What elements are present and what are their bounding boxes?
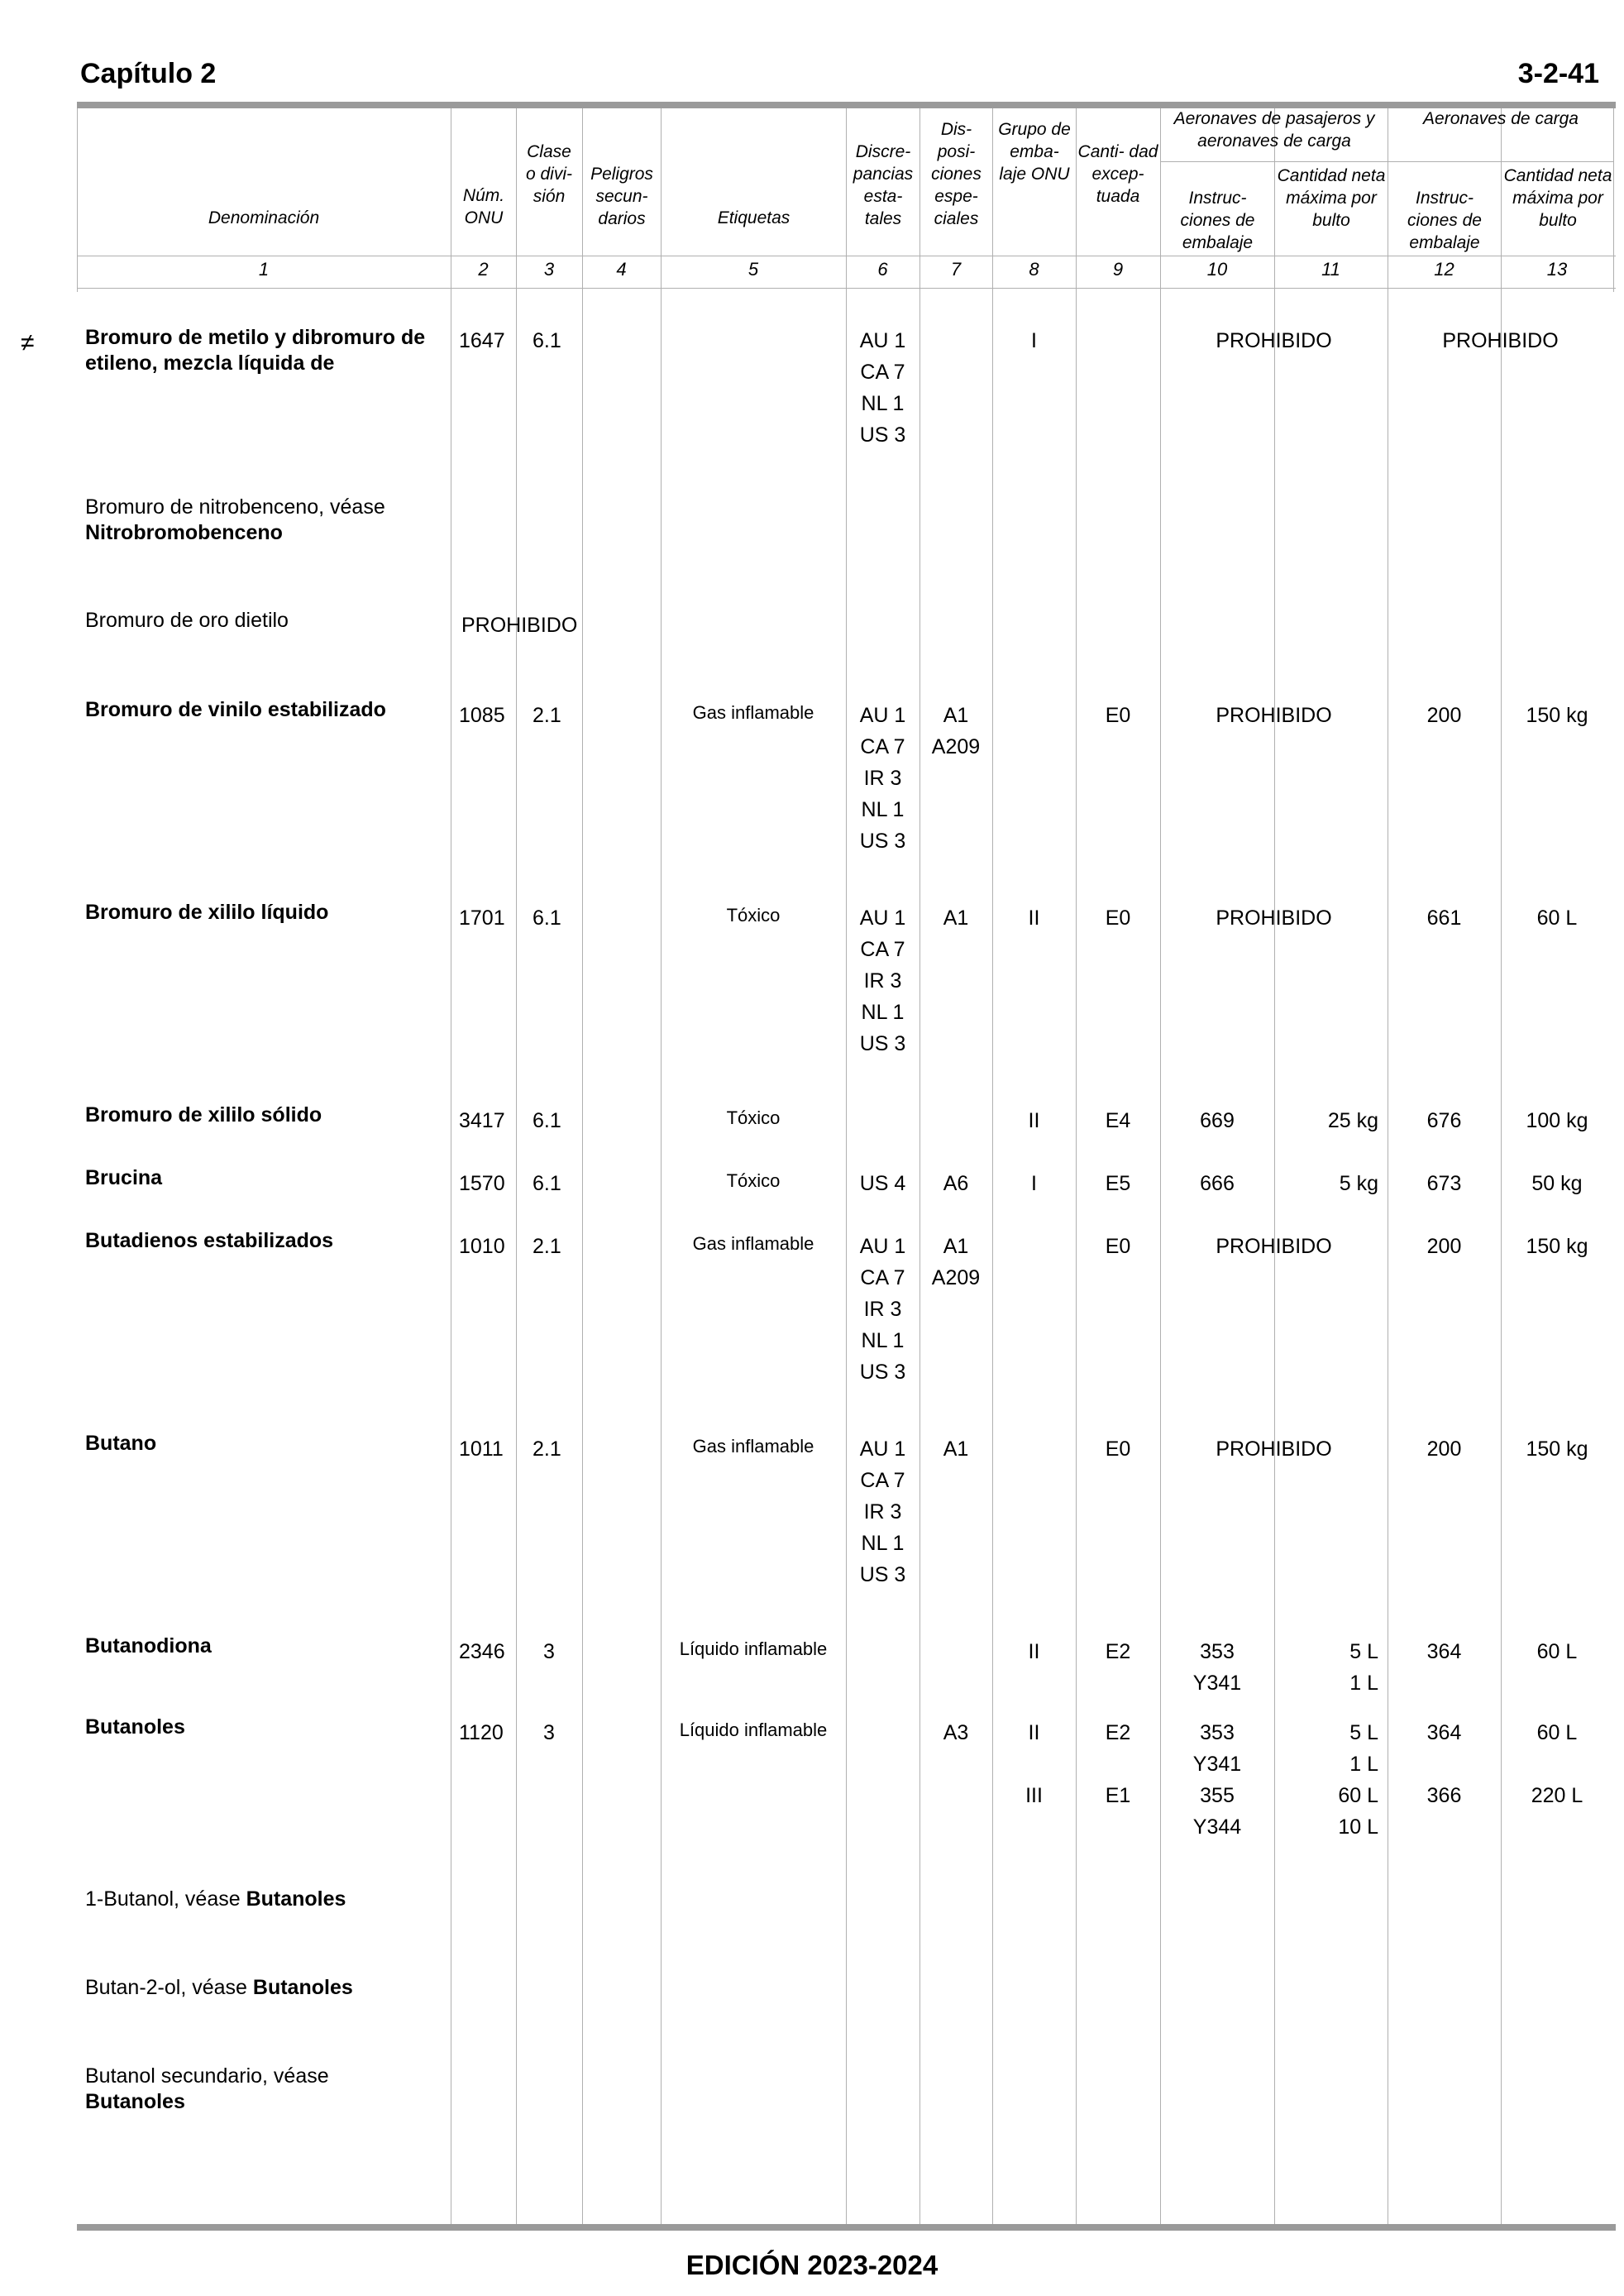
row-un-number: 1701	[459, 906, 505, 930]
row-name: Bromuro de xililo sólido	[85, 1103, 322, 1126]
row-name: Butanodiona	[85, 1634, 212, 1657]
row-class: 3	[543, 1721, 555, 1744]
row-label: Tóxico	[726, 905, 781, 926]
chapter-title: Capítulo 2	[80, 58, 217, 89]
col-num-4: 4	[616, 259, 627, 280]
row-class: 3	[543, 1640, 555, 1663]
row-un-number: 1010	[459, 1235, 505, 1258]
header-col-2: Núm. ONU	[462, 186, 505, 227]
row-cargo-forbidden: PROHIBIDO	[1442, 329, 1559, 352]
row-cargo-quantity: 150 kg	[1526, 704, 1588, 727]
row-passenger-packing: 353 Y341	[1192, 1640, 1242, 1695]
row-cargo-packing: 676	[1426, 1109, 1462, 1132]
row-name: 1-Butanol, véase Butanoles	[85, 1887, 346, 1911]
row-un-number: 1120	[459, 1721, 504, 1744]
row-name: Butadienos estabilizados	[85, 1229, 334, 1252]
row-passenger-forbidden: PROHIBIDO	[1216, 704, 1332, 727]
row-cargo-quantity: 60 L	[1536, 1640, 1578, 1663]
row-special-provisions: A1 A209	[931, 704, 981, 758]
row-excepted-quantity: E0	[1105, 1235, 1131, 1258]
row-excepted-quantity: E0	[1105, 704, 1131, 727]
header-col-6: Discre- pancias esta- tales	[853, 142, 914, 228]
row-special-provisions: A6	[943, 1172, 969, 1195]
header-group-cargo: Aeronaves de carga	[1423, 109, 1579, 128]
row-state-variations: AU 1 CA 7 NL 1 US 3	[859, 329, 906, 447]
page-number: 3-2-41	[1517, 58, 1599, 89]
row-un-number: 1011	[459, 1437, 504, 1461]
header-col-13: Cantidad neta máxima por bulto	[1503, 166, 1612, 230]
col-num-13: 13	[1546, 259, 1568, 280]
row-excepted-quantity: E5	[1105, 1172, 1131, 1195]
row-state-variations: AU 1 CA 7 IR 3 NL 1 US 3	[859, 906, 906, 1055]
edition-footer: EDICIÓN 2023-2024	[685, 2250, 939, 2280]
row-class: 6.1	[533, 1109, 561, 1132]
header-col-4: Peligros secun- darios	[590, 165, 653, 228]
row-cargo-quantity: 150 kg	[1526, 1235, 1588, 1258]
col-num-7: 7	[950, 259, 962, 280]
header-col-10: Instruc- ciones de embalaje	[1180, 189, 1255, 252]
row-special-provisions: A1	[943, 1437, 969, 1461]
row-excepted-quantity: E0	[1105, 1437, 1131, 1461]
row-cargo-packing: 200	[1426, 1235, 1462, 1258]
row-label: Líquido inflamable	[679, 1720, 828, 1740]
row-passenger-forbidden: PROHIBIDO	[1216, 906, 1332, 930]
header-col-12: Instruc- ciones de embalaje	[1407, 189, 1482, 252]
row-cargo-packing: 200	[1426, 704, 1462, 727]
row-passenger-forbidden: PROHIBIDO	[1216, 329, 1332, 352]
row-un-number: 1647	[459, 329, 505, 352]
row-cargo-quantity: 100 kg	[1526, 1109, 1588, 1132]
row-state-variations: AU 1 CA 7 IR 3 NL 1 US 3	[859, 704, 906, 853]
row-packing-group: I	[1031, 329, 1037, 352]
row-name: Bromuro de vinilo estabilizado	[85, 698, 386, 721]
row-special-provisions: A1 A209	[931, 1235, 981, 1289]
row-class: 6.1	[533, 329, 561, 352]
row-cargo-quantity: 60 L 220 L	[1531, 1721, 1583, 1807]
header-col-11: Cantidad neta máxima por bulto	[1277, 166, 1386, 230]
row-passenger-packing: 353 Y341 355 Y344	[1192, 1721, 1242, 1839]
header-group-passenger: Aeronaves de pasajeros y aeronaves de carga	[1173, 109, 1375, 151]
row-cargo-packing: 200	[1426, 1437, 1462, 1461]
row-name: Bromuro de xililo líquido	[85, 901, 329, 924]
col-num-5: 5	[748, 259, 759, 280]
row-passenger-quantity: 25 kg	[1327, 1109, 1378, 1132]
row-label: Gas inflamable	[692, 1436, 814, 1457]
row-name: Butan-2-ol, véase Butanoles	[85, 1976, 353, 1999]
row-excepted-quantity: E4	[1105, 1109, 1131, 1132]
row-name: Butanoles	[85, 1715, 185, 1739]
change-mark: ≠	[21, 329, 35, 356]
row-forbidden: PROHIBIDO	[461, 614, 578, 637]
row-excepted-quantity: E0	[1105, 906, 1131, 930]
row-label: Gas inflamable	[692, 1233, 814, 1254]
row-special-provisions: A3	[943, 1721, 969, 1744]
row-un-number: 1570	[459, 1172, 505, 1195]
row-label: Tóxico	[726, 1170, 781, 1191]
header-col-7: Dis- posi- ciones espe- ciales	[931, 120, 982, 228]
col-num-9: 9	[1112, 259, 1124, 280]
row-class: 6.1	[533, 1172, 561, 1195]
row-state-variations: US 4	[859, 1172, 906, 1195]
row-packing-group: II	[1028, 906, 1040, 930]
row-label: Tóxico	[726, 1107, 781, 1128]
row-cargo-packing: 673	[1426, 1172, 1462, 1195]
col-num-3: 3	[543, 259, 555, 280]
header-col-9: Canti- dad excep- tuada	[1077, 142, 1158, 206]
row-cargo-quantity: 150 kg	[1526, 1437, 1588, 1461]
row-passenger-packing: 669	[1200, 1109, 1235, 1132]
row-class: 6.1	[533, 906, 561, 930]
row-cargo-quantity: 60 L	[1536, 906, 1578, 930]
row-un-number: 1085	[459, 704, 505, 727]
row-cargo-packing: 364 366	[1426, 1721, 1462, 1807]
row-label: Líquido inflamable	[679, 1638, 828, 1659]
col-num-12: 12	[1434, 259, 1454, 280]
col-num-6: 6	[877, 259, 888, 280]
row-excepted-quantity: E2 E1	[1105, 1721, 1131, 1807]
row-cargo-packing: 364	[1426, 1640, 1462, 1663]
col-num-11: 11	[1321, 259, 1340, 280]
row-passenger-forbidden: PROHIBIDO	[1216, 1437, 1332, 1461]
row-packing-group: II	[1028, 1640, 1040, 1663]
row-name: Bromuro de nitrobenceno, véase Nitrobromobenceno	[85, 495, 385, 544]
row-excepted-quantity: E2	[1105, 1640, 1131, 1663]
col-num-2: 2	[478, 259, 489, 280]
row-special-provisions: A1	[943, 906, 969, 930]
row-cargo-quantity: 50 kg	[1531, 1172, 1583, 1195]
row-state-variations: AU 1 CA 7 IR 3 NL 1 US 3	[859, 1235, 906, 1384]
row-state-variations: AU 1 CA 7 IR 3 NL 1 US 3	[859, 1437, 906, 1586]
col-num-8: 8	[1029, 259, 1039, 280]
bottom-rule	[77, 2224, 1616, 2231]
row-un-number: 3417	[459, 1109, 505, 1132]
header-col-8: Grupo de emba- laje ONU	[998, 120, 1071, 184]
row-cargo-packing: 661	[1426, 906, 1462, 930]
row-name: Bromuro de oro dietilo	[85, 609, 289, 632]
header-col-1: Denominación	[208, 208, 320, 227]
row-packing-group: I	[1031, 1172, 1037, 1195]
header-col-5: Etiquetas	[717, 208, 791, 227]
row-name: Brucina	[85, 1166, 163, 1189]
row-passenger-quantity: 5 L 1 L 60 L 10 L	[1338, 1721, 1378, 1839]
row-packing-group: II III	[1025, 1721, 1043, 1807]
row-label: Gas inflamable	[692, 702, 814, 723]
row-name: Butano	[85, 1432, 157, 1455]
row-class: 2.1	[533, 1437, 561, 1461]
row-passenger-quantity: 5 kg	[1339, 1172, 1378, 1195]
row-passenger-forbidden: PROHIBIDO	[1216, 1235, 1332, 1258]
header-col-3: Clase o divi- sión	[525, 142, 573, 206]
row-passenger-packing: 666	[1200, 1172, 1235, 1195]
row-class: 2.1	[533, 704, 561, 727]
row-name: Bromuro de metilo y dibromuro de etileno, mezcla líquida de	[85, 326, 426, 375]
row-name: Butanol secundario, véase Butanoles	[85, 2064, 329, 2113]
row-passenger-quantity: 5 L 1 L	[1349, 1640, 1378, 1695]
col-num-1: 1	[258, 259, 270, 280]
row-packing-group: II	[1028, 1109, 1040, 1132]
col-num-10: 10	[1206, 259, 1228, 280]
row-class: 2.1	[533, 1235, 561, 1258]
row-un-number: 2346	[459, 1640, 505, 1663]
